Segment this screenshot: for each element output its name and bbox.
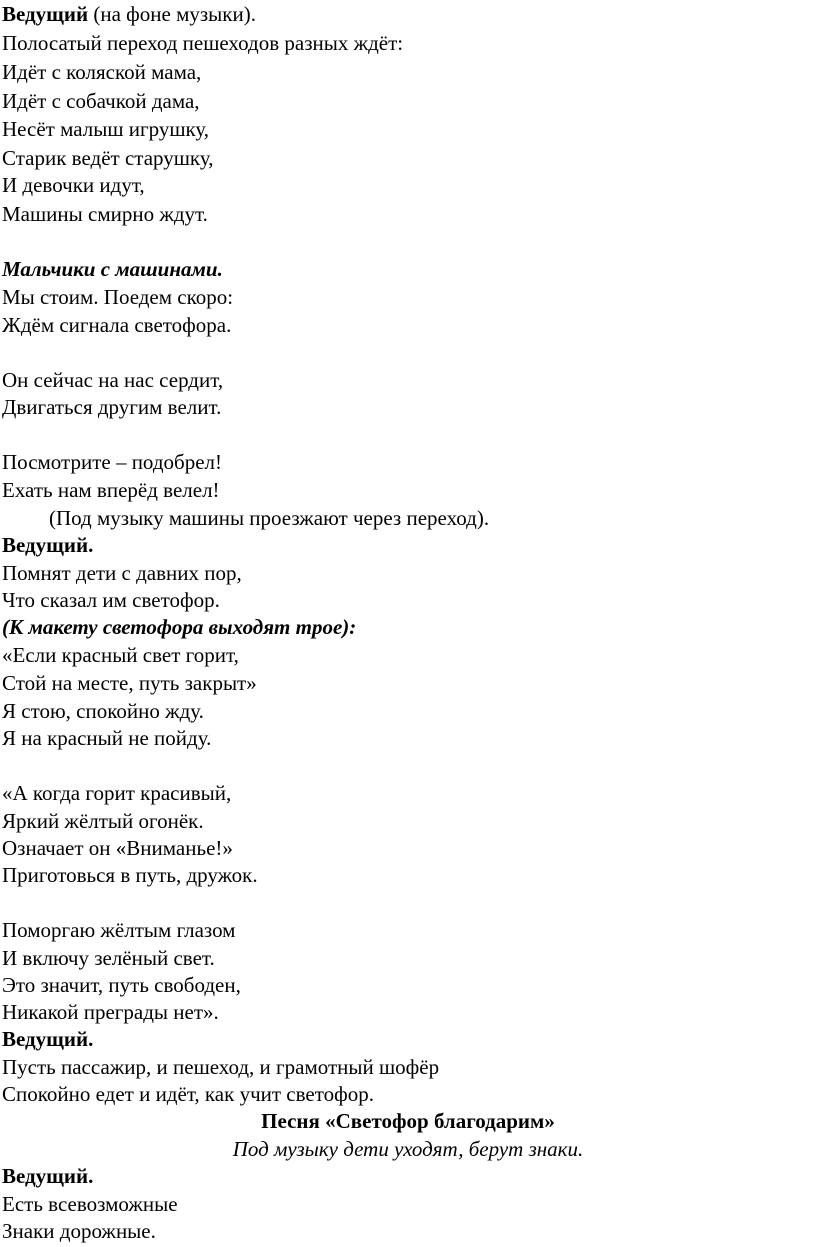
- verse-line: «Если красный свет горит,: [2, 643, 239, 667]
- verse-line: Никакой преграды нет».: [2, 1000, 219, 1024]
- verse-line: Полосатый переход пешеходов разных ждёт:: [2, 31, 404, 55]
- speaker-label: Ведущий: [2, 2, 89, 26]
- verse-line: Помнят дети с давних пор,: [2, 561, 242, 585]
- verse-line: Означает он «Вниманье!»: [2, 836, 233, 860]
- verse-line: Несёт малыш игрушку,: [2, 117, 210, 141]
- role-heading: Мальчики с машинами.: [2, 257, 223, 281]
- verse-line: Спокойно едет и идёт, как учит светофор.: [2, 1082, 374, 1106]
- verse-line: Идёт с коляской мама,: [2, 60, 202, 84]
- stage-direction: (на фоне музыки).: [88, 2, 256, 26]
- verse-line: Я на красный не пойду.: [2, 726, 212, 750]
- verse-line: И включу зелёный свет.: [2, 946, 215, 970]
- speaker-label: Ведущий.: [2, 533, 94, 557]
- verse-line: Это значит, путь свободен,: [2, 973, 241, 997]
- stage-direction-line: [2, 1, 256, 27]
- speaker-label: Ведущий.: [2, 1164, 94, 1188]
- verse-line: Ждём сигнала светофора.: [2, 313, 232, 337]
- verse-line: И девочки идут,: [2, 173, 145, 197]
- verse-line: Поморгаю жёлтым глазом: [2, 918, 236, 942]
- verse-line: «А когда горит красивый,: [2, 781, 232, 805]
- verse-line: Мы стоим. Поедем скоро:: [2, 285, 234, 309]
- stage-direction: Под музыку дети уходят, берут знаки.: [232, 1137, 584, 1161]
- verse-line: Я стою, спокойно жду.: [2, 699, 204, 723]
- verse-line: Идёт с собачкой дама,: [2, 89, 200, 113]
- verse-line: Старик ведёт старушку,: [2, 146, 214, 170]
- stage-direction: (К макету светофора выходят трое):: [2, 615, 357, 639]
- stage-direction: (Под музыку машины проезжают через переход).: [49, 506, 490, 530]
- speaker-label: Ведущий.: [2, 1027, 94, 1051]
- verse-line: Яркий жёлтый огонёк.: [2, 809, 204, 833]
- verse-line: Он сейчас на нас сердит,: [2, 368, 224, 392]
- verse-line: Стой на месте, путь закрыт»: [2, 671, 257, 695]
- verse-line: Пусть пассажир, и пешеход, и грамотный шофёр: [2, 1055, 440, 1079]
- verse-line: Знаки дорожные.: [2, 1219, 156, 1243]
- verse-line: Что сказал им светофор.: [2, 588, 220, 612]
- verse-line: Есть всевозможные: [2, 1192, 178, 1216]
- verse-line: Посмотрите – подобрел!: [2, 450, 222, 474]
- verse-line: Машины смирно ждут.: [2, 202, 208, 226]
- verse-line: Двигаться другим велит.: [2, 395, 222, 419]
- verse-line: Приготовься в путь, дружок.: [2, 863, 258, 887]
- song-title: Песня «Светофор благодарим»: [261, 1109, 555, 1133]
- verse-line: Ехать нам вперёд велел!: [2, 478, 220, 502]
